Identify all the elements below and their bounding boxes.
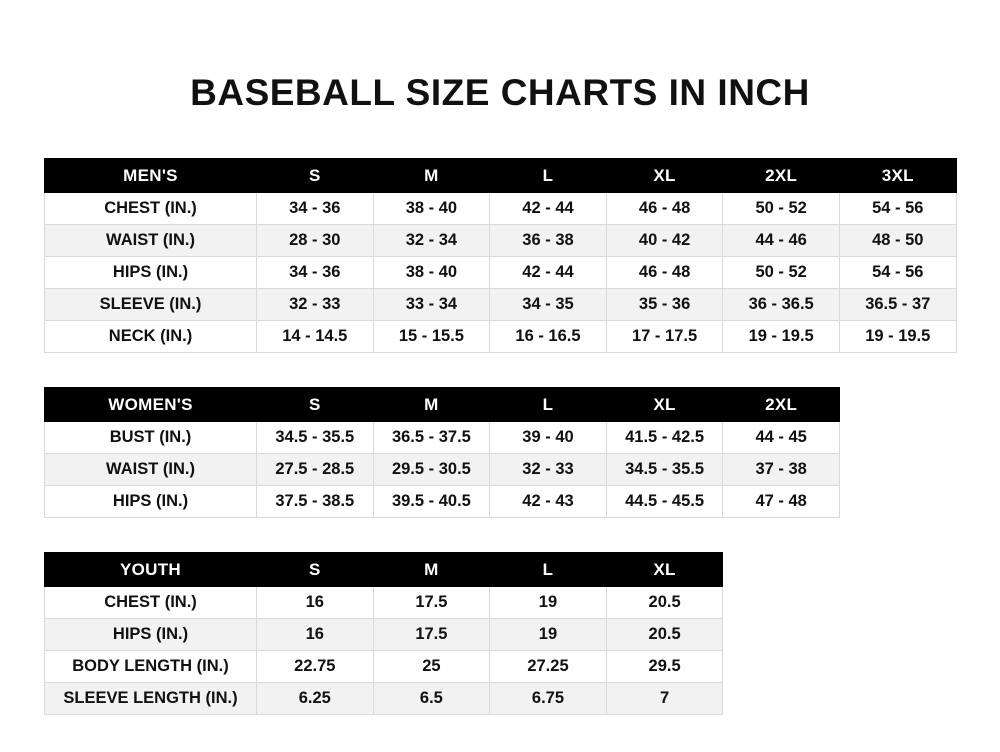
row-label: SLEEVE LENGTH (IN.) <box>45 683 257 715</box>
table-cell: 27.5 - 28.5 <box>257 454 374 486</box>
table-cell: 16 <box>257 619 374 651</box>
table-cell: 6.75 <box>490 683 607 715</box>
table-cell: 37.5 - 38.5 <box>257 486 374 518</box>
row-label: HIPS (IN.) <box>45 619 257 651</box>
table-cell: 16 <box>257 587 374 619</box>
table-row <box>45 587 723 619</box>
table-cell: 50 - 52 <box>723 193 840 225</box>
table-cell: 39 - 40 <box>490 422 607 454</box>
page-title: BASEBALL SIZE CHARTS IN INCH <box>190 72 810 113</box>
column-header: XL <box>606 388 723 422</box>
table-cell: 36.5 - 37 <box>839 289 956 321</box>
row-label: CHEST (IN.) <box>45 587 257 619</box>
table-cell: 46 - 48 <box>606 257 723 289</box>
table-cell: 15 - 15.5 <box>373 321 490 353</box>
table-row <box>45 422 840 454</box>
table-header-row <box>45 159 957 193</box>
table-cell: 44.5 - 45.5 <box>606 486 723 518</box>
youth-size-table <box>44 552 723 715</box>
table-cell: 44 - 46 <box>723 225 840 257</box>
table-cell: 32 - 33 <box>257 289 374 321</box>
table-cell: 19 <box>490 587 607 619</box>
column-header: L <box>490 159 607 193</box>
table-cell: 35 - 36 <box>606 289 723 321</box>
table-cell: 48 - 50 <box>839 225 956 257</box>
table-cell: 54 - 56 <box>839 193 956 225</box>
column-header: S <box>257 553 374 587</box>
table-cell: 42 - 43 <box>490 486 607 518</box>
column-header: 2XL <box>723 159 840 193</box>
table-cell: 46 - 48 <box>606 193 723 225</box>
table-row <box>45 454 840 486</box>
table-row <box>45 321 957 353</box>
row-label: HIPS (IN.) <box>45 486 257 518</box>
table-cell: 17.5 <box>373 619 490 651</box>
table-cell: 29.5 - 30.5 <box>373 454 490 486</box>
column-header: 2XL <box>723 388 840 422</box>
table-cell: 16 - 16.5 <box>490 321 607 353</box>
column-header: XL <box>606 553 723 587</box>
row-label: NECK (IN.) <box>45 321 257 353</box>
table-cell: 34.5 - 35.5 <box>257 422 374 454</box>
table-cell: 54 - 56 <box>839 257 956 289</box>
table-cell: 29.5 <box>606 651 723 683</box>
table-cell: 19 - 19.5 <box>839 321 956 353</box>
row-label: BODY LENGTH (IN.) <box>45 651 257 683</box>
row-label: WAIST (IN.) <box>45 454 257 486</box>
table-cell: 32 - 34 <box>373 225 490 257</box>
table-cell: 36.5 - 37.5 <box>373 422 490 454</box>
table-row <box>45 225 957 257</box>
table-cell: 32 - 33 <box>490 454 607 486</box>
table-cell: 33 - 34 <box>373 289 490 321</box>
row-label: CHEST (IN.) <box>45 193 257 225</box>
table-row <box>45 619 723 651</box>
womens-size-table <box>44 387 840 518</box>
table-cell: 6.5 <box>373 683 490 715</box>
table-row <box>45 289 957 321</box>
table-row <box>45 193 957 225</box>
table-cell: 37 - 38 <box>723 454 840 486</box>
table-cell: 20.5 <box>606 587 723 619</box>
table-cell: 25 <box>373 651 490 683</box>
mens-size-table <box>44 158 957 353</box>
column-header: XL <box>606 159 723 193</box>
charts-container <box>0 158 1000 715</box>
table-cell: 40 - 42 <box>606 225 723 257</box>
table-cell: 36 - 38 <box>490 225 607 257</box>
column-header: M <box>373 388 490 422</box>
table-cell: 39.5 - 40.5 <box>373 486 490 518</box>
table-cell: 22.75 <box>257 651 374 683</box>
table-cell: 19 - 19.5 <box>723 321 840 353</box>
column-header: M <box>373 159 490 193</box>
table-cell: 38 - 40 <box>373 257 490 289</box>
column-header: S <box>257 388 374 422</box>
table-cell: 41.5 - 42.5 <box>606 422 723 454</box>
column-header: L <box>490 388 607 422</box>
table-header-row <box>45 388 840 422</box>
table-cell: 27.25 <box>490 651 607 683</box>
table-cell: 38 - 40 <box>373 193 490 225</box>
table-cell: 34 - 36 <box>257 257 374 289</box>
row-label: WAIST (IN.) <box>45 225 257 257</box>
table-cell: 34 - 36 <box>257 193 374 225</box>
table-cell: 34 - 35 <box>490 289 607 321</box>
table-row <box>45 486 840 518</box>
column-header: M <box>373 553 490 587</box>
table-row <box>45 651 723 683</box>
table-cell: 19 <box>490 619 607 651</box>
table-cell: 17 - 17.5 <box>606 321 723 353</box>
column-header: YOUTH <box>45 553 257 587</box>
column-header: MEN'S <box>45 159 257 193</box>
table-cell: 47 - 48 <box>723 486 840 518</box>
row-label: SLEEVE (IN.) <box>45 289 257 321</box>
table-cell: 20.5 <box>606 619 723 651</box>
table-cell: 14 - 14.5 <box>257 321 374 353</box>
row-label: BUST (IN.) <box>45 422 257 454</box>
column-header: 3XL <box>839 159 956 193</box>
table-cell: 7 <box>606 683 723 715</box>
table-cell: 17.5 <box>373 587 490 619</box>
row-label: HIPS (IN.) <box>45 257 257 289</box>
table-cell: 6.25 <box>257 683 374 715</box>
table-cell: 44 - 45 <box>723 422 840 454</box>
table-row <box>45 257 957 289</box>
table-cell: 34.5 - 35.5 <box>606 454 723 486</box>
table-cell: 28 - 30 <box>257 225 374 257</box>
table-cell: 42 - 44 <box>490 257 607 289</box>
table-row <box>45 683 723 715</box>
table-cell: 36 - 36.5 <box>723 289 840 321</box>
column-header: L <box>490 553 607 587</box>
table-cell: 50 - 52 <box>723 257 840 289</box>
table-cell: 42 - 44 <box>490 193 607 225</box>
column-header: WOMEN'S <box>45 388 257 422</box>
column-header: S <box>257 159 374 193</box>
table-header-row <box>45 553 723 587</box>
